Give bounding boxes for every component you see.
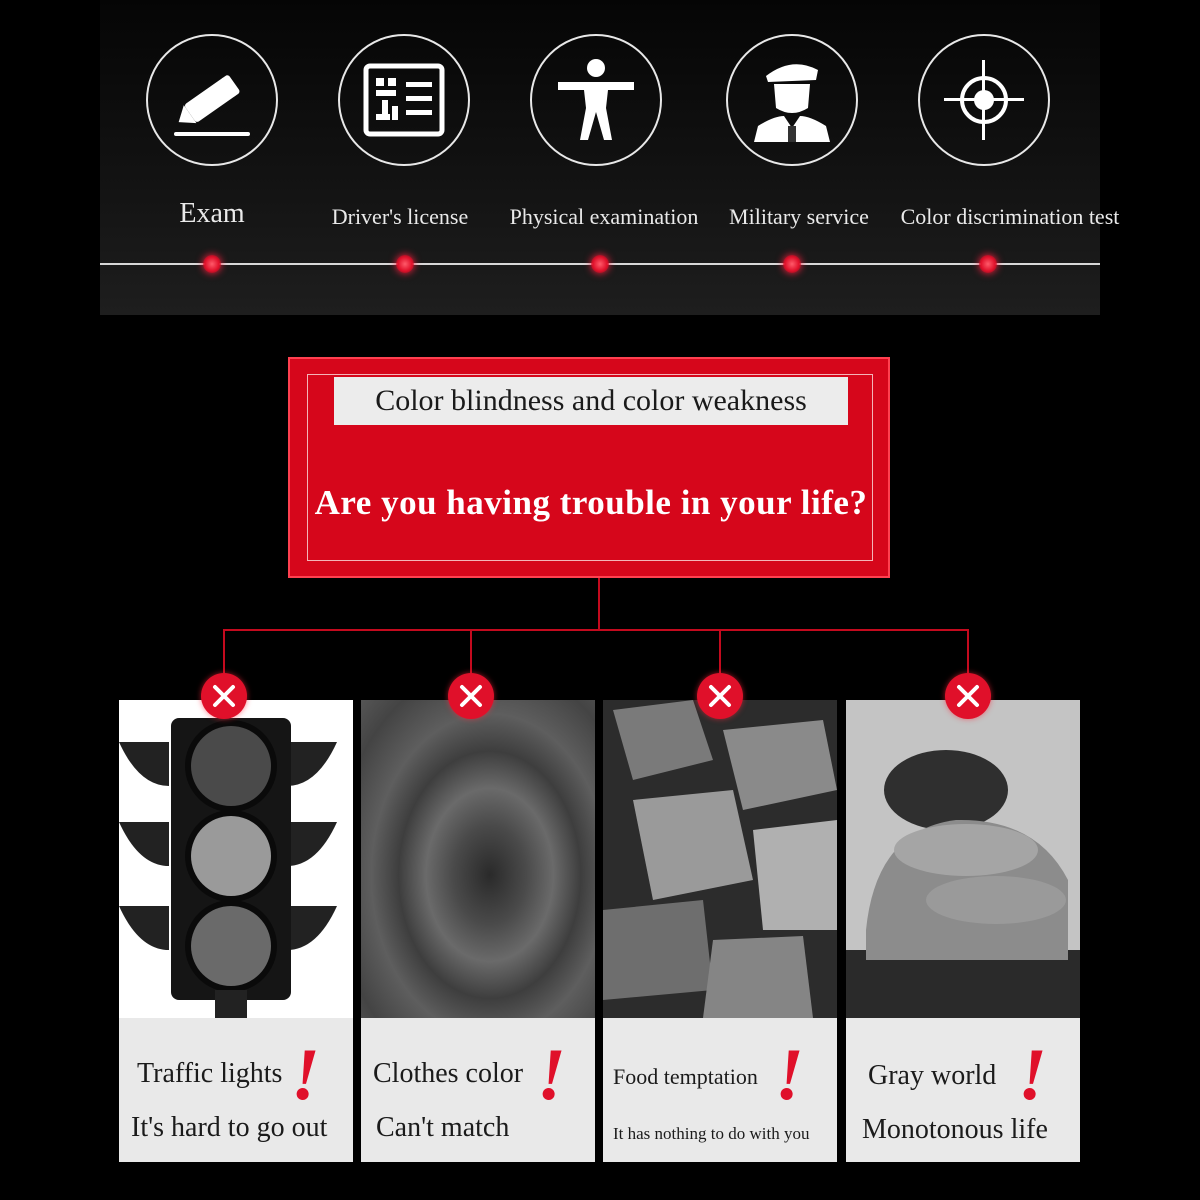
- connector-line: [223, 629, 225, 673]
- card-title: Gray world: [868, 1060, 997, 1091]
- banner-question: Are you having trouble in your life?: [314, 483, 868, 522]
- card-gray-world: [846, 700, 1080, 1162]
- card-title: Food temptation: [613, 1064, 758, 1089]
- x-mark-icon: [448, 673, 494, 719]
- timeline-dot: [783, 255, 801, 273]
- military-circle: [726, 34, 858, 166]
- soldier-icon: [744, 52, 840, 148]
- card-caption: [119, 1018, 353, 1162]
- trouble-banner: [288, 357, 890, 578]
- connector-line: [598, 578, 600, 630]
- icon-label-exam: Exam: [179, 198, 245, 229]
- icon-label-military: Military service: [729, 204, 869, 229]
- timeline-dot: [203, 255, 221, 273]
- exclamation-mark: !: [537, 1034, 566, 1116]
- sad-man-image: [846, 700, 1080, 1018]
- card-subtitle: It has nothing to do with you: [613, 1124, 810, 1143]
- connector-line: [223, 629, 969, 631]
- x-mark-icon: [945, 673, 991, 719]
- exclamation-mark: !: [291, 1034, 320, 1116]
- card-title: Clothes color: [373, 1058, 524, 1089]
- license-circle: [338, 34, 470, 166]
- traffic-light-image: [119, 700, 353, 1018]
- person-icon: [548, 52, 644, 148]
- license-card-icon: [356, 52, 452, 148]
- food-image: [603, 700, 837, 1018]
- pencil-icon: [164, 52, 260, 148]
- x-mark-icon: [697, 673, 743, 719]
- timeline-dot: [591, 255, 609, 273]
- exclamation-mark: !: [1018, 1034, 1047, 1116]
- card-clothes-color: [361, 700, 595, 1162]
- timeline-dot: [396, 255, 414, 273]
- timeline-dot: [979, 255, 997, 273]
- icon-label-license: Driver's license: [331, 204, 469, 229]
- icon-label-physical: Physical examination: [509, 204, 699, 229]
- card-traffic-lights: [119, 700, 353, 1162]
- exclamation-mark: !: [775, 1034, 804, 1116]
- connector-line: [719, 629, 721, 673]
- connector-line: [470, 629, 472, 673]
- card-subtitle: It's hard to go out: [131, 1112, 328, 1143]
- card-title: Traffic lights: [137, 1058, 283, 1089]
- exam-circle: [146, 34, 278, 166]
- physical-circle: [530, 34, 662, 166]
- card-caption: [361, 1018, 595, 1162]
- banner-label: Color blindness and color weakness: [334, 377, 848, 425]
- icon-label-color-test: Color discrimination test: [900, 204, 1120, 229]
- color-test-circle: [918, 34, 1050, 166]
- card-food-temptation: [603, 700, 837, 1162]
- card-subtitle: Can't match: [376, 1112, 510, 1143]
- card-subtitle: Monotonous life: [862, 1114, 1048, 1145]
- x-mark-icon: [201, 673, 247, 719]
- crosshair-icon: [936, 52, 1032, 148]
- fabric-image: [361, 700, 595, 1018]
- card-caption: [603, 1018, 837, 1162]
- connector-line: [967, 629, 969, 673]
- card-caption: [846, 1018, 1080, 1162]
